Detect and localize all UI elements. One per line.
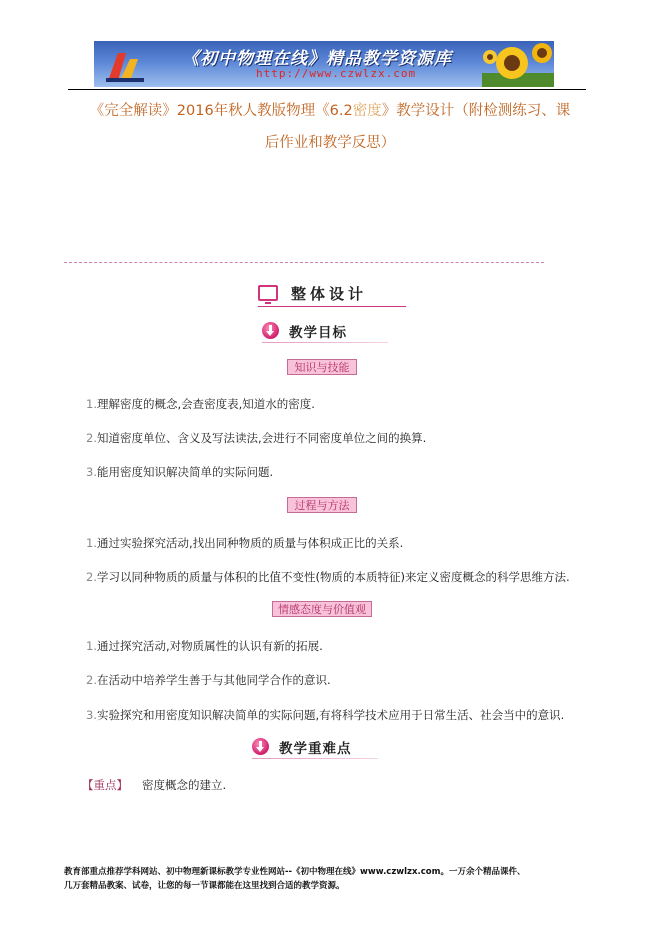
tag-attitude-values: 情感态度与价值观	[272, 601, 372, 617]
sunflower-icon	[482, 43, 554, 87]
list-item: 2.学习以同种物质的质量与体积的比值不变性(物质的本质特征)来定义密度概念的科学思维方法.	[86, 570, 570, 584]
site-logo-icon	[104, 47, 148, 83]
down-arrow-icon	[262, 322, 279, 339]
tag-knowledge-skills: 知识与技能	[287, 359, 357, 375]
dashed-divider	[64, 262, 544, 263]
list-item: 2.在活动中培养学生善于与其他同学合作的意识.	[86, 673, 331, 687]
tag-process-method: 过程与方法	[287, 497, 357, 513]
banner-url[interactable]: http://www.czwlzx.com	[256, 67, 417, 80]
document-title-line-2: 后作业和教学反思）	[264, 135, 396, 151]
list-item: 1.通过探究活动,对物质属性的认识有新的拓展.	[86, 639, 323, 653]
key-point-text: 密度概念的建立.	[142, 778, 227, 792]
list-item: 3.能用密度知识解决简单的实际问题.	[86, 465, 274, 479]
title-highlight: 密度	[352, 103, 382, 119]
header-banner	[94, 41, 554, 87]
subheading-underline	[262, 342, 388, 343]
footer-line-1: 教育部重点推荐学科网站、初中物理新课标教学专业性网站--《初中物理在线》www.czwlzx.com。一万余个精品课件、	[64, 867, 526, 877]
title-suffix: 》教学设计（附检测练习、课	[381, 103, 571, 119]
document-title-line-1	[60, 99, 600, 120]
subheading-key-points	[252, 737, 378, 761]
banner-title: 《初中物理在线》精品教学资源库	[182, 49, 452, 69]
header-divider	[68, 89, 586, 90]
list-item: 1.通过实验探究活动,找出同种物质的质量与体积成正比的关系.	[86, 536, 404, 550]
heading-underline	[258, 306, 406, 307]
subheading-underline	[252, 758, 378, 759]
list-item: 1.理解密度的概念,会查密度表,知道水的密度.	[86, 397, 315, 411]
subheading-teaching-goals	[262, 321, 388, 345]
title-prefix: 《完全解读》2016年秋人教版物理《6.2	[89, 103, 353, 119]
key-point-label: 【重点】	[82, 778, 128, 792]
subheading-text: 教学重难点	[279, 741, 352, 757]
section-heading-overall-design	[258, 283, 406, 309]
list-item: 3.实验探究和用密度知识解决简单的实际问题,有将科学技术应用于日常生活、社会当中的意识.	[86, 708, 565, 722]
section-heading-text: 整体设计	[291, 285, 368, 303]
footer-line-2: 几万套精品教案、试卷，让您的每一节课都能在这里找到合适的教学资源。	[64, 881, 345, 891]
down-arrow-icon	[252, 738, 269, 755]
subheading-text: 教学目标	[289, 325, 347, 341]
list-item: 2.知道密度单位、含义及写法读法,会进行不同密度单位之间的换算.	[86, 431, 427, 445]
monitor-icon	[258, 285, 278, 301]
